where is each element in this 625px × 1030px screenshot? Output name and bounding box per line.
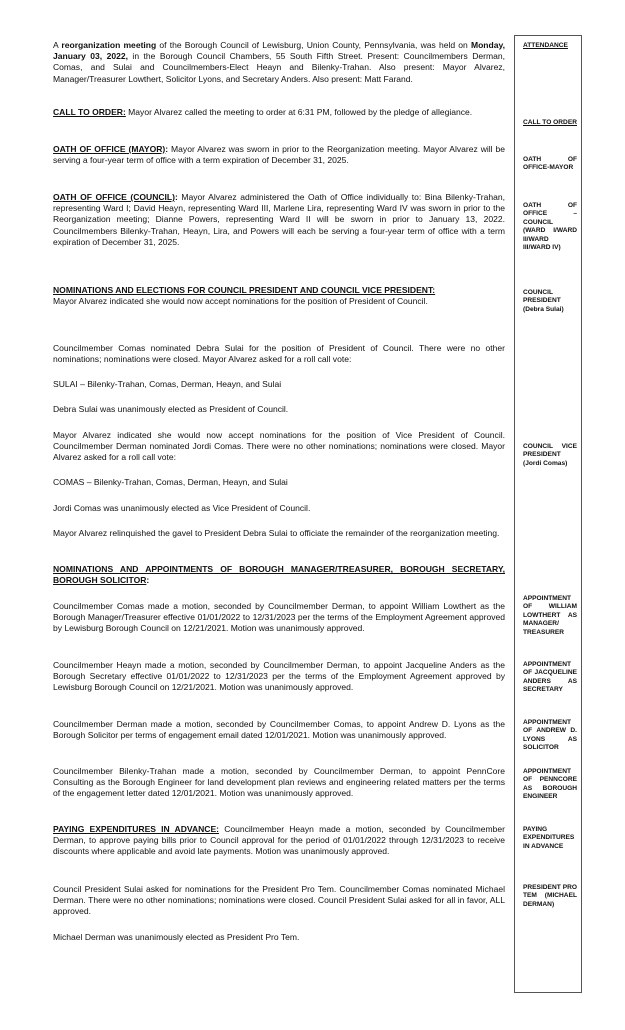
oath-council-text: Mayor Alvarez administered the Oath of Office individually to: Bina Bilenky-Trahan, representing Ward I; David Heayn, representing Ward III, Marlene Lira, representing Ward IV was sworn in prior to the Reorganization meeting; Dianne Powers, representing Ward II will be sworn in prior to January 13, 2022. Councilmembers Bilenky-Trahan, Heayn, Lira, and Powers will each be serving a four-year term of office with a term expiration of December 31, 2025. [53,192,505,247]
note-council-president-title: COUNCIL PRESIDENT [523,289,561,305]
call-to-order-text: Mayor Alvarez called the meeting to order at 6:31 PM, followed by the pledge of allegiance. [125,107,473,117]
appointments-heading-block [53,564,505,586]
nomination-vice-president-paragraph: Mayor Alvarez indicated she would now accept nominations for the position of Vice President of Council. Councilmember Derman nominated Jordi Comas. There were no other nominations; nominations were closed. Mayor Alvarez asked for a roll call vote: [53,430,505,463]
note-appoint-engineer: APPOINTMENT OF PENNCORE AS BOROUGH ENGINEER [523,768,577,801]
appointments-colon: : [146,575,150,586]
note-council-vice-president [523,443,577,468]
oath-council-colon: : [174,192,178,202]
gavel-paragraph: Mayor Alvarez relinquished the gavel to President Debra Sulai to officiate the remainder of the reorganization meeting. [53,528,500,538]
president-pro-tem-paragraph: Council President Sulai asked for nominations for the President Pro Tem. Councilmember Comas nominated Michael Derman. There were no other nominations; nominations were closed. Council President Sulai asked for all in favor, ALL approved. [53,884,505,917]
oath-council-heading: OATH OF OFFICE (COUNCIL) [53,192,175,202]
oath-mayor-paragraph [53,144,505,166]
derman-elected: Michael Derman was unanimously elected as President Pro Tem. [53,932,300,942]
nominations-elections-heading: NOMINATIONS AND ELECTIONS FOR COUNCIL PRESIDENT AND COUNCIL VICE PRESIDENT: [53,285,436,295]
note-president-pro-tem: PRESIDENT PRO TEM (MICHAEL DERMAN) [523,884,577,908]
note-paying-expenditures: PAYING EXPENDITURES IN ADVANCE [523,826,575,850]
note-council-vice-president-title: COUNCIL VICE PRESIDENT [523,443,577,459]
note-council-president-name: (Debra Sulai) [523,305,564,313]
note-appoint-manager: APPOINTMENT OF WILLIAM LOWTHERT AS MANAGER/ TREASURER [523,595,577,636]
attendance-paragraph [53,40,505,85]
nominations-elections-heading-block [53,285,505,307]
paying-expenditures-heading: PAYING EXPENDITURES IN ADVANCE: [53,824,220,834]
margin-notes-column [514,35,582,993]
paying-expenditures-text: Councilmember Heayn made a motion, seconded by Councilmember Derman, to approve paying bills prior to Council approval for the period of 01/01/2022 through 12/31/2023 to receive discounts where applicable and avoid late payments. Motion was unanimously approved. [53,824,505,857]
note-oath-council: OATH OF OFFICE – COUNCIL (WARD I/WARD II/WARD III/WARD IV) [523,202,577,252]
oath-council-paragraph [53,192,505,248]
note-appoint-solicitor: APPOINTMENT OF ANDREW D. LYONS AS SOLICITOR [523,719,577,752]
meeting-date: Monday, January 03, 2022, [53,40,505,62]
nominations-elections-p1: Mayor Alvarez indicated she would now accept nominations for the position of President of Council. [53,296,428,307]
note-attendance: ATTENDANCE [523,42,568,49]
nomination-president-paragraph: Councilmember Comas nominated Debra Sulai for the position of President of Council. There were no other nominations; nominations were closed. Mayor Alvarez asked for a roll call vote: [53,343,505,365]
call-to-order-heading: CALL TO ORDER: [53,107,126,117]
oath-mayor-heading: OATH OF OFFICE (MAYOR) [53,144,166,154]
call-to-order-paragraph [53,107,505,118]
paying-expenditures-paragraph [53,824,505,858]
roll-call-sulai: SULAI – Bilenky-Trahan, Comas, Derman, Heayn, and Sulai [53,379,282,389]
appoint-manager-paragraph: Councilmember Comas made a motion, seconded by Councilmember Derman, to appoint William Lowthert as the Borough Manager/Treasurer effective 01/01/2022 to 12/31/2023 per the terms of the Employment Agreement approved by Lewisburg Borough Council on 12/21/2021. Motion was unanimously approved. [53,601,505,634]
meeting-type: reorganization meeting [61,40,157,50]
attendance-prefix: A [53,40,62,50]
sulai-elected: Debra Sulai was unanimously elected as President of Council. [53,404,289,414]
appointments-heading: NOMINATIONS AND APPOINTMENTS OF BOROUGH MANAGER/TREASURER, BOROUGH SECRETARY, BOROUGH SOLICITOR [53,564,505,586]
note-call-to-order: CALL TO ORDER [523,119,577,126]
oath-mayor-colon: : [165,144,169,154]
note-appoint-secretary: APPOINTMENT OF JACQUELINE ANDERS AS SECRETARY [523,661,577,694]
note-council-vice-president-name: (Jordi Comas) [523,459,568,467]
note-oath-mayor: OATH OF OFFICE-MAYOR [523,156,577,172]
comas-elected: Jordi Comas was unanimously elected as Vice President of Council. [53,503,311,513]
note-council-president [523,289,577,314]
appoint-engineer-paragraph: Councilmember Bilenky-Trahan made a motion, seconded by Councilmember Derman, to appoint PennCore Consulting as the Borough Engineer for land development plan reviews and engineering related matters per the terms of the engagement letter dated 12/01/2021. Motion was unanimously approved. [53,766,505,799]
attendance-text-1: of the Borough Council of Lewisburg, Union County, Pennsylvania, was held on [156,40,471,50]
oath-mayor-text: Mayor Alvarez was sworn in prior to the Reorganization meeting. Mayor Alvarez will be serving a four-year term of office with a term expiration of December 31, 2025. [53,144,505,166]
attendance-text-2: in the Borough Council Chambers, 55 South Fifth Street. Present: Councilmembers Derman, Comas, and Sulai and Councilmembers-Elect Heayn and Bilenky-Trahan. Also present: Mayor Alvarez, Manager/Treasurer Lowthert, Solicitor Lyons, and Secretary Anders. Also present: Matt Farand. [53,51,505,84]
appoint-solicitor-paragraph: Councilmember Derman made a motion, seconded by Councilmember Comas, to appoint Andrew D. Lyons as the Borough Solicitor per terms of engagement email dated 12/01/2021. Motion was unanimously approved. [53,719,505,741]
roll-call-comas: COMAS – Bilenky-Trahan, Comas, Derman, Heayn, and Sulai [53,477,288,487]
appoint-secretary-paragraph: Councilmember Heayn made a motion, seconded by Councilmember Derman, to appoint Jacqueline Anders as the Borough Secretary effective 01/01/2022 to 12/31/2023 per the terms of the Employment Agreement approved by Lewisburg Borough Council on 12/21/2021. Motion was unanimously approved. [53,660,505,693]
